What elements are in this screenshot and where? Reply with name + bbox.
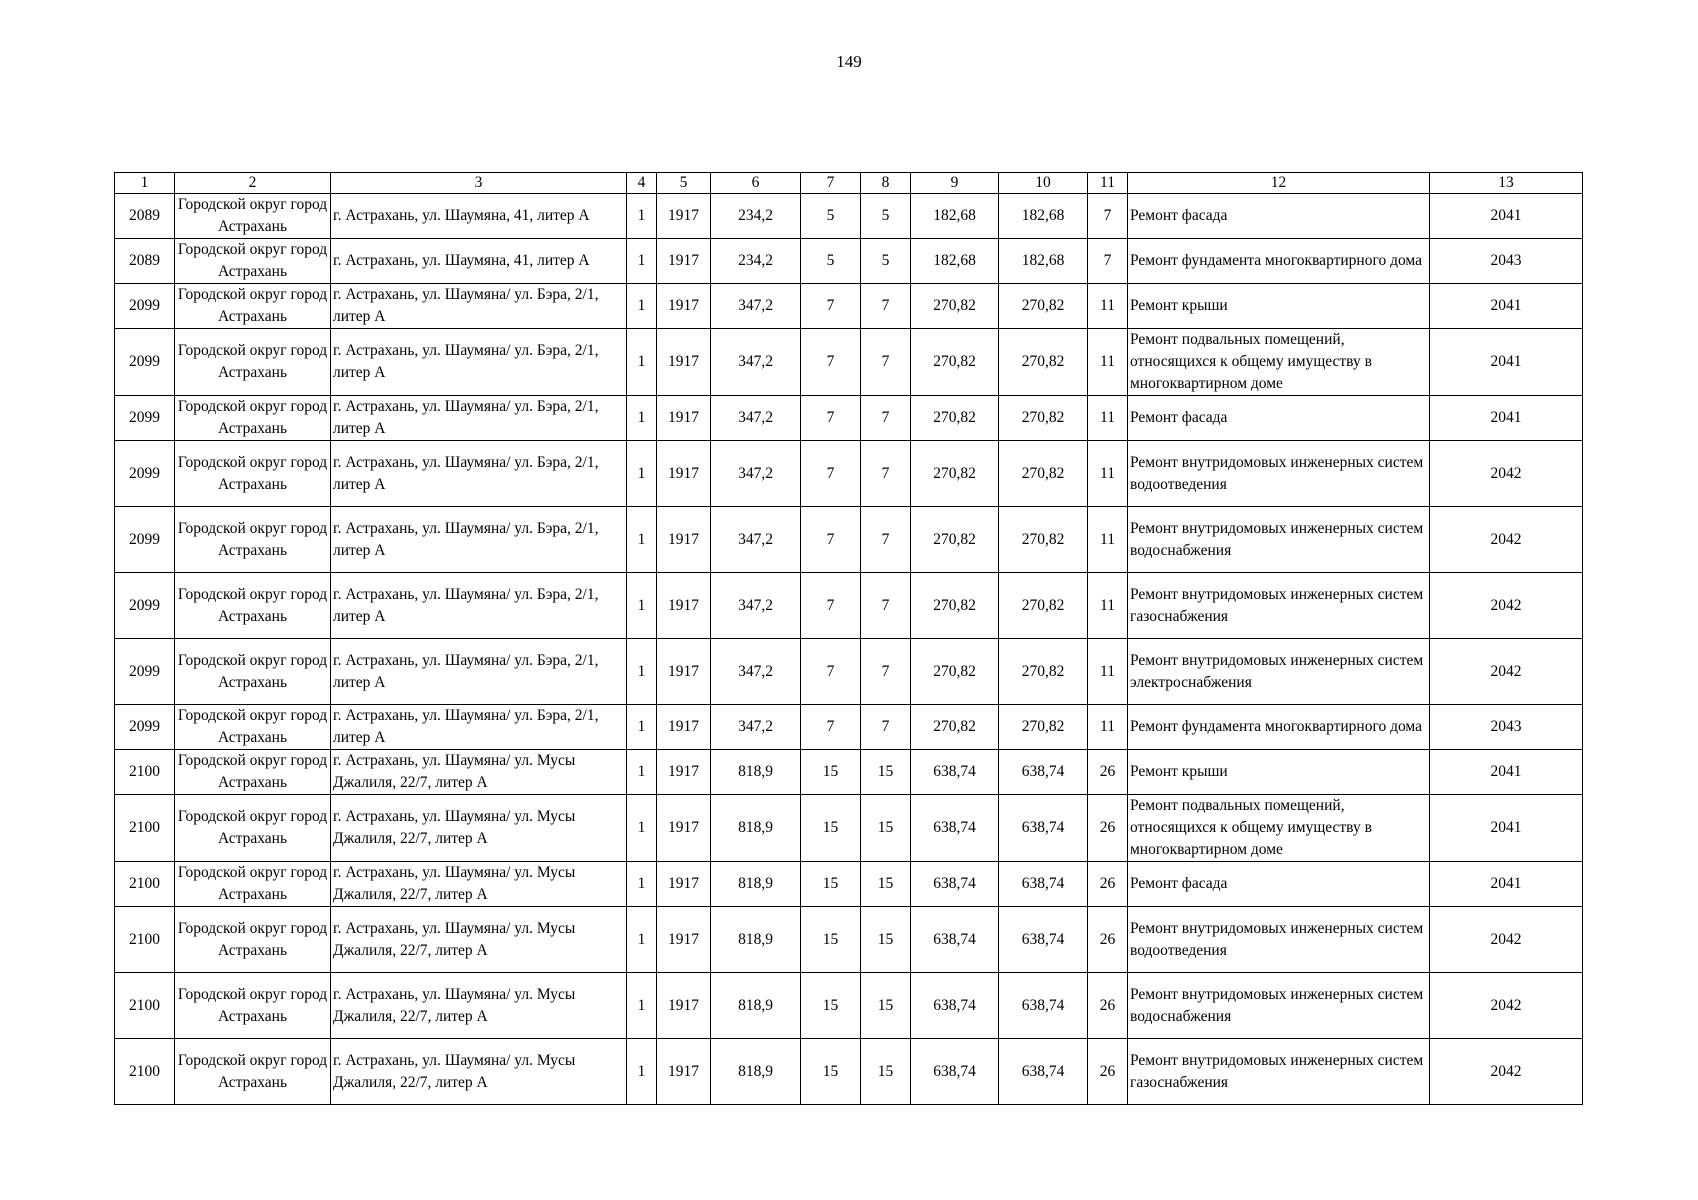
col8-cell: 7: [861, 573, 911, 639]
area-cell: 347,2: [711, 329, 801, 396]
address-cell: г. Астрахань, ул. Шаумяна/ ул. Бэра, 2/1, литер А: [331, 441, 627, 507]
house-id-cell: 2099: [115, 284, 175, 329]
house-id-cell: 2100: [115, 795, 175, 862]
year-built-cell: 1917: [657, 862, 711, 907]
col9-cell: 270,82: [911, 639, 999, 705]
year-built-cell: 1917: [657, 795, 711, 862]
planned-year-cell: 2042: [1430, 441, 1583, 507]
area-cell: 818,9: [711, 907, 801, 973]
house-id-cell: 2099: [115, 639, 175, 705]
col11-cell: 11: [1088, 507, 1128, 573]
area-cell: 347,2: [711, 396, 801, 441]
table-row: [115, 973, 1583, 1039]
work-type-cell: Ремонт фундамента многоквартирного дома: [1128, 705, 1430, 750]
house-id-cell: 2100: [115, 973, 175, 1039]
planned-year-cell: 2042: [1430, 907, 1583, 973]
work-type-cell: Ремонт фасада: [1128, 862, 1430, 907]
col9-cell: 182,68: [911, 194, 999, 239]
planned-year-cell: 2041: [1430, 862, 1583, 907]
table-row: [115, 284, 1583, 329]
house-id-cell: 2100: [115, 1039, 175, 1105]
col10-cell: 638,74: [999, 750, 1088, 795]
col10-cell: 182,68: [999, 194, 1088, 239]
municipality-cell: Городской округ город Астрахань: [175, 329, 331, 396]
col9-cell: 270,82: [911, 284, 999, 329]
area-cell: 818,9: [711, 1039, 801, 1105]
col4-cell: 1: [627, 441, 657, 507]
col9-cell: 638,74: [911, 1039, 999, 1105]
col7-cell: 7: [801, 705, 861, 750]
col11-cell: 26: [1088, 907, 1128, 973]
address-cell: г. Астрахань, ул. Шаумяна/ ул. Бэра, 2/1, литер А: [331, 573, 627, 639]
col11-cell: 11: [1088, 396, 1128, 441]
work-type-cell: Ремонт внутридомовых инженерных систем газоснабжения: [1128, 573, 1430, 639]
municipality-cell: Городской округ город Астрахань: [175, 750, 331, 795]
col8-cell: 5: [861, 239, 911, 284]
col11-cell: 11: [1088, 705, 1128, 750]
col4-cell: 1: [627, 862, 657, 907]
municipality-cell: Городской округ город Астрахань: [175, 284, 331, 329]
area-cell: 234,2: [711, 194, 801, 239]
column-number: 9: [911, 173, 999, 194]
column-number: 4: [627, 173, 657, 194]
col10-cell: 270,82: [999, 329, 1088, 396]
year-built-cell: 1917: [657, 239, 711, 284]
col7-cell: 7: [801, 396, 861, 441]
table-row: [115, 639, 1583, 705]
col9-cell: 270,82: [911, 441, 999, 507]
municipality-cell: Городской округ город Астрахань: [175, 573, 331, 639]
year-built-cell: 1917: [657, 194, 711, 239]
work-type-cell: Ремонт крыши: [1128, 750, 1430, 795]
col7-cell: 7: [801, 441, 861, 507]
planned-year-cell: 2043: [1430, 705, 1583, 750]
address-cell: г. Астрахань, ул. Шаумяна/ ул. Бэра, 2/1, литер А: [331, 705, 627, 750]
col10-cell: 270,82: [999, 639, 1088, 705]
col7-cell: 5: [801, 194, 861, 239]
col11-cell: 11: [1088, 573, 1128, 639]
table-row: [115, 705, 1583, 750]
column-number: 10: [999, 173, 1088, 194]
col4-cell: 1: [627, 573, 657, 639]
col4-cell: 1: [627, 907, 657, 973]
table-row: [115, 573, 1583, 639]
year-built-cell: 1917: [657, 284, 711, 329]
area-cell: 347,2: [711, 441, 801, 507]
work-type-cell: Ремонт крыши: [1128, 284, 1430, 329]
house-id-cell: 2089: [115, 239, 175, 284]
col10-cell: 638,74: [999, 973, 1088, 1039]
address-cell: г. Астрахань, ул. Шаумяна/ ул. Бэра, 2/1, литер А: [331, 507, 627, 573]
col9-cell: 638,74: [911, 750, 999, 795]
col10-cell: 270,82: [999, 284, 1088, 329]
column-number: 7: [801, 173, 861, 194]
column-number: 11: [1088, 173, 1128, 194]
house-id-cell: 2099: [115, 329, 175, 396]
col8-cell: 7: [861, 329, 911, 396]
area-cell: 234,2: [711, 239, 801, 284]
table-row: [115, 329, 1583, 396]
work-type-cell: Ремонт фасада: [1128, 396, 1430, 441]
table-row: [115, 441, 1583, 507]
col9-cell: 182,68: [911, 239, 999, 284]
planned-year-cell: 2042: [1430, 1039, 1583, 1105]
work-type-cell: Ремонт внутридомовых инженерных систем водоотведения: [1128, 907, 1430, 973]
address-cell: г. Астрахань, ул. Шаумяна/ ул. Бэра, 2/1, литер А: [331, 329, 627, 396]
col8-cell: 7: [861, 705, 911, 750]
col11-cell: 26: [1088, 973, 1128, 1039]
col8-cell: 15: [861, 907, 911, 973]
col11-cell: 26: [1088, 795, 1128, 862]
table-row: [115, 239, 1583, 284]
planned-year-cell: 2041: [1430, 795, 1583, 862]
col8-cell: 15: [861, 1039, 911, 1105]
col8-cell: 15: [861, 862, 911, 907]
area-cell: 347,2: [711, 705, 801, 750]
col7-cell: 15: [801, 750, 861, 795]
work-type-cell: Ремонт внутридомовых инженерных систем водоснабжения: [1128, 507, 1430, 573]
municipality-cell: Городской округ город Астрахань: [175, 441, 331, 507]
house-id-cell: 2099: [115, 573, 175, 639]
col11-cell: 11: [1088, 639, 1128, 705]
area-cell: 818,9: [711, 795, 801, 862]
col8-cell: 7: [861, 639, 911, 705]
year-built-cell: 1917: [657, 329, 711, 396]
col10-cell: 182,68: [999, 239, 1088, 284]
col4-cell: 1: [627, 973, 657, 1039]
house-id-cell: 2099: [115, 441, 175, 507]
col4-cell: 1: [627, 329, 657, 396]
col8-cell: 7: [861, 507, 911, 573]
house-id-cell: 2099: [115, 507, 175, 573]
col10-cell: 638,74: [999, 795, 1088, 862]
work-type-cell: Ремонт внутридомовых инженерных систем газоснабжения: [1128, 1039, 1430, 1105]
year-built-cell: 1917: [657, 441, 711, 507]
area-cell: 347,2: [711, 284, 801, 329]
col4-cell: 1: [627, 705, 657, 750]
col10-cell: 270,82: [999, 573, 1088, 639]
planned-year-cell: 2041: [1430, 284, 1583, 329]
col9-cell: 270,82: [911, 705, 999, 750]
col8-cell: 15: [861, 795, 911, 862]
column-number: 13: [1430, 173, 1583, 194]
table-row: [115, 194, 1583, 239]
table-row: [115, 750, 1583, 795]
municipality-cell: Городской округ город Астрахань: [175, 239, 331, 284]
col4-cell: 1: [627, 750, 657, 795]
column-number-row: [115, 173, 1583, 194]
col4-cell: 1: [627, 639, 657, 705]
address-cell: г. Астрахань, ул. Шаумяна/ ул. Мусы Джалиля, 22/7, литер А: [331, 750, 627, 795]
year-built-cell: 1917: [657, 1039, 711, 1105]
col9-cell: 270,82: [911, 573, 999, 639]
work-type-cell: Ремонт внутридомовых инженерных систем электроснабжения: [1128, 639, 1430, 705]
col4-cell: 1: [627, 1039, 657, 1105]
house-id-cell: 2100: [115, 907, 175, 973]
municipality-cell: Городской округ город Астрахань: [175, 705, 331, 750]
col9-cell: 638,74: [911, 907, 999, 973]
year-built-cell: 1917: [657, 973, 711, 1039]
col9-cell: 638,74: [911, 973, 999, 1039]
col7-cell: 7: [801, 507, 861, 573]
col10-cell: 270,82: [999, 441, 1088, 507]
col4-cell: 1: [627, 507, 657, 573]
column-number: 3: [331, 173, 627, 194]
work-type-cell: Ремонт фасада: [1128, 194, 1430, 239]
table-row: [115, 396, 1583, 441]
page-number: 149: [836, 52, 862, 71]
table-row: [115, 507, 1583, 573]
house-id-cell: 2099: [115, 705, 175, 750]
planned-year-cell: 2042: [1430, 973, 1583, 1039]
col10-cell: 270,82: [999, 396, 1088, 441]
year-built-cell: 1917: [657, 750, 711, 795]
col9-cell: 638,74: [911, 862, 999, 907]
year-built-cell: 1917: [657, 507, 711, 573]
col10-cell: 270,82: [999, 507, 1088, 573]
address-cell: г. Астрахань, ул. Шаумяна, 41, литер А: [331, 239, 627, 284]
work-type-cell: Ремонт внутридомовых инженерных систем водоснабжения: [1128, 973, 1430, 1039]
col4-cell: 1: [627, 194, 657, 239]
area-cell: 818,9: [711, 750, 801, 795]
col4-cell: 1: [627, 396, 657, 441]
municipality-cell: Городской округ город Астрахань: [175, 862, 331, 907]
address-cell: г. Астрахань, ул. Шаумяна, 41, литер А: [331, 194, 627, 239]
work-type-cell: Ремонт подвальных помещений, относящихся к общему имуществу в многоквартирном доме: [1128, 329, 1430, 396]
col4-cell: 1: [627, 284, 657, 329]
address-cell: г. Астрахань, ул. Шаумяна/ ул. Мусы Джалиля, 22/7, литер А: [331, 1039, 627, 1105]
col10-cell: 638,74: [999, 1039, 1088, 1105]
work-type-cell: Ремонт внутридомовых инженерных систем водоотведения: [1128, 441, 1430, 507]
municipality-cell: Городской округ город Астрахань: [175, 194, 331, 239]
col9-cell: 270,82: [911, 396, 999, 441]
planned-year-cell: 2041: [1430, 396, 1583, 441]
column-number: 1: [115, 173, 175, 194]
col7-cell: 15: [801, 862, 861, 907]
capital-repair-table: [114, 172, 1583, 1105]
column-number: 12: [1128, 173, 1430, 194]
col4-cell: 1: [627, 239, 657, 284]
municipality-cell: Городской округ город Астрахань: [175, 396, 331, 441]
area-cell: 818,9: [711, 973, 801, 1039]
year-built-cell: 1917: [657, 396, 711, 441]
year-built-cell: 1917: [657, 639, 711, 705]
col10-cell: 638,74: [999, 862, 1088, 907]
house-id-cell: 2089: [115, 194, 175, 239]
planned-year-cell: 2042: [1430, 639, 1583, 705]
col9-cell: 638,74: [911, 795, 999, 862]
col4-cell: 1: [627, 795, 657, 862]
work-type-cell: Ремонт подвальных помещений, относящихся к общему имуществу в многоквартирном доме: [1128, 795, 1430, 862]
col10-cell: 638,74: [999, 907, 1088, 973]
table-row: [115, 795, 1583, 862]
municipality-cell: Городской округ город Астрахань: [175, 507, 331, 573]
planned-year-cell: 2041: [1430, 194, 1583, 239]
year-built-cell: 1917: [657, 907, 711, 973]
table-row: [115, 1039, 1583, 1105]
col8-cell: 7: [861, 441, 911, 507]
planned-year-cell: 2043: [1430, 239, 1583, 284]
house-id-cell: 2099: [115, 396, 175, 441]
col11-cell: 26: [1088, 750, 1128, 795]
address-cell: г. Астрахань, ул. Шаумяна/ ул. Бэра, 2/1, литер А: [331, 396, 627, 441]
col8-cell: 7: [861, 396, 911, 441]
municipality-cell: Городской округ город Астрахань: [175, 639, 331, 705]
column-number: 8: [861, 173, 911, 194]
col7-cell: 15: [801, 795, 861, 862]
column-number: 6: [711, 173, 801, 194]
address-cell: г. Астрахань, ул. Шаумяна/ ул. Бэра, 2/1, литер А: [331, 284, 627, 329]
column-number: 5: [657, 173, 711, 194]
column-number: 2: [175, 173, 331, 194]
col7-cell: 7: [801, 329, 861, 396]
planned-year-cell: 2041: [1430, 329, 1583, 396]
col8-cell: 15: [861, 750, 911, 795]
municipality-cell: Городской округ город Астрахань: [175, 1039, 331, 1105]
col7-cell: 15: [801, 907, 861, 973]
address-cell: г. Астрахань, ул. Шаумяна/ ул. Бэра, 2/1, литер А: [331, 639, 627, 705]
col8-cell: 15: [861, 973, 911, 1039]
col8-cell: 5: [861, 194, 911, 239]
col7-cell: 15: [801, 1039, 861, 1105]
col8-cell: 7: [861, 284, 911, 329]
table-row: [115, 907, 1583, 973]
col11-cell: 7: [1088, 194, 1128, 239]
area-cell: 818,9: [711, 862, 801, 907]
address-cell: г. Астрахань, ул. Шаумяна/ ул. Мусы Джалиля, 22/7, литер А: [331, 862, 627, 907]
col9-cell: 270,82: [911, 329, 999, 396]
address-cell: г. Астрахань, ул. Шаумяна/ ул. Мусы Джалиля, 22/7, литер А: [331, 973, 627, 1039]
house-id-cell: 2100: [115, 862, 175, 907]
municipality-cell: Городской округ город Астрахань: [175, 973, 331, 1039]
col9-cell: 270,82: [911, 507, 999, 573]
col7-cell: 7: [801, 573, 861, 639]
col7-cell: 5: [801, 239, 861, 284]
planned-year-cell: 2042: [1430, 507, 1583, 573]
col10-cell: 270,82: [999, 705, 1088, 750]
col11-cell: 11: [1088, 284, 1128, 329]
col7-cell: 15: [801, 973, 861, 1039]
planned-year-cell: 2042: [1430, 573, 1583, 639]
col11-cell: 11: [1088, 441, 1128, 507]
col11-cell: 7: [1088, 239, 1128, 284]
col7-cell: 7: [801, 284, 861, 329]
col7-cell: 7: [801, 639, 861, 705]
municipality-cell: Городской округ город Астрахань: [175, 795, 331, 862]
col11-cell: 26: [1088, 862, 1128, 907]
col11-cell: 11: [1088, 329, 1128, 396]
address-cell: г. Астрахань, ул. Шаумяна/ ул. Мусы Джалиля, 22/7, литер А: [331, 907, 627, 973]
area-cell: 347,2: [711, 573, 801, 639]
area-cell: 347,2: [711, 639, 801, 705]
year-built-cell: 1917: [657, 573, 711, 639]
year-built-cell: 1917: [657, 705, 711, 750]
col11-cell: 26: [1088, 1039, 1128, 1105]
house-id-cell: 2100: [115, 750, 175, 795]
municipality-cell: Городской округ город Астрахань: [175, 907, 331, 973]
table-row: [115, 862, 1583, 907]
address-cell: г. Астрахань, ул. Шаумяна/ ул. Мусы Джалиля, 22/7, литер А: [331, 795, 627, 862]
work-type-cell: Ремонт фундамента многоквартирного дома: [1128, 239, 1430, 284]
planned-year-cell: 2041: [1430, 750, 1583, 795]
area-cell: 347,2: [711, 507, 801, 573]
